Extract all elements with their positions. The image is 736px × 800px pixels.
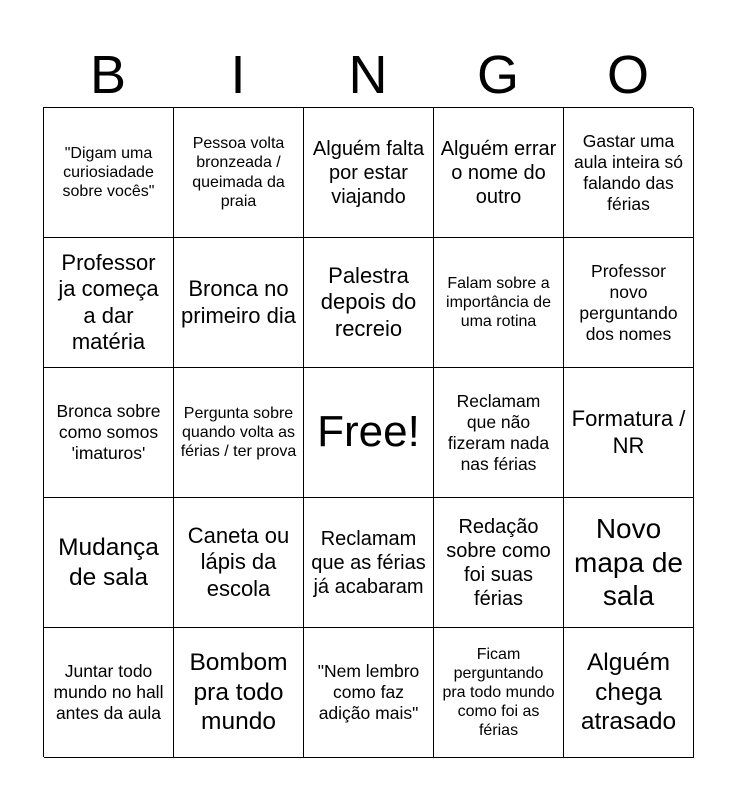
bingo-cell-r5-c1[interactable]: Juntar todo mundo no hall antes da aula — [44, 628, 174, 758]
bingo-cell-r3-c4[interactable]: Reclamam que não fizeram nada nas férias — [434, 368, 564, 498]
bingo-board — [43, 107, 693, 757]
bingo-cell-r3-c1[interactable]: Bronca sobre como somos 'imaturos' — [44, 368, 174, 498]
header-letter-n: N — [348, 45, 388, 105]
bingo-cell-r2-c5[interactable]: Professor novo perguntando dos nomes — [564, 238, 694, 368]
bingo-cell-r1-c5[interactable]: Gastar uma aula inteira só falando das férias — [564, 108, 694, 238]
bingo-header — [43, 40, 693, 106]
bingo-cell-r3-c2[interactable]: Pergunta sobre quando volta as férias / ter prova — [174, 368, 304, 498]
bingo-cell-r4-c2[interactable]: Caneta ou lápis da escola — [174, 498, 304, 628]
bingo-cell-r2-c1[interactable]: Professor ja começa a dar matéria — [44, 238, 174, 368]
header-letter-o: O — [606, 45, 649, 105]
bingo-cell-r3-c5[interactable]: Formatura / NR — [564, 368, 694, 498]
bingo-cell-r2-c2[interactable]: Bronca no primeiro dia — [174, 238, 304, 368]
bingo-cell-free[interactable]: Free! — [304, 368, 434, 498]
bingo-cell-r4-c1[interactable]: Mudança de sala — [44, 498, 174, 628]
header-letter-b: B — [89, 45, 127, 105]
bingo-cell-r4-c3[interactable]: Reclamam que as férias já acabaram — [304, 498, 434, 628]
bingo-cell-r2-c3[interactable]: Palestra depois do recreio — [304, 238, 434, 368]
bingo-cell-r1-c1[interactable]: "Digam uma curiosiadade sobre vocês" — [44, 108, 174, 238]
bingo-cell-r5-c2[interactable]: Bombom pra todo mundo — [174, 628, 304, 758]
bingo-cell-r5-c3[interactable]: "Nem lembro como faz adição mais" — [304, 628, 434, 758]
bingo-cell-r4-c4[interactable]: Redação sobre como foi suas férias — [434, 498, 564, 628]
header-letter-g: G — [476, 45, 519, 105]
bingo-cell-r4-c5[interactable]: Novo mapa de sala — [564, 498, 694, 628]
bingo-cell-r2-c4[interactable]: Falam sobre a importância de uma rotina — [434, 238, 564, 368]
header-letter-i: I — [230, 45, 246, 105]
bingo-cell-r1-c2[interactable]: Pessoa volta bronzeada / queimada da praia — [174, 108, 304, 238]
bingo-cell-r1-c3[interactable]: Alguém falta por estar viajando — [304, 108, 434, 238]
bingo-cell-r5-c4[interactable]: Ficam perguntando pra todo mundo como foi as férias — [434, 628, 564, 758]
bingo-cell-r1-c4[interactable]: Alguém errar o nome do outro — [434, 108, 564, 238]
bingo-cell-r5-c5[interactable]: Alguém chega atrasado — [564, 628, 694, 758]
